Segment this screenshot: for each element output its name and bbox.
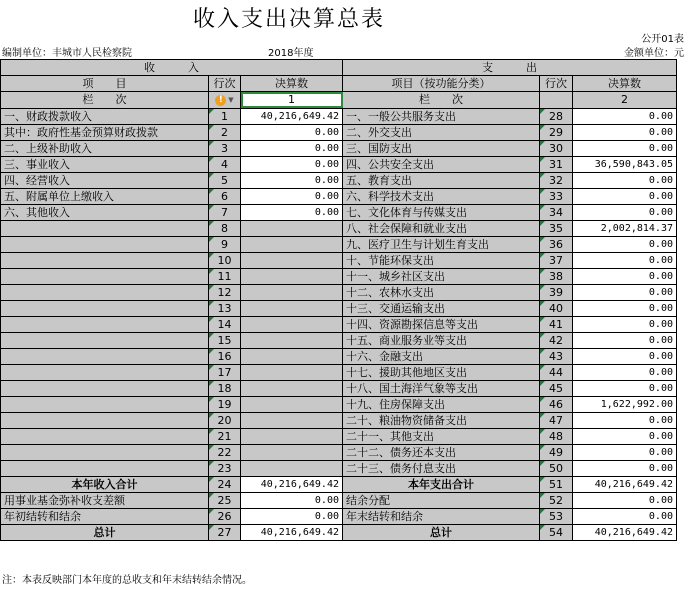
expense-summary-rowno[interactable]: 54 xyxy=(540,524,573,540)
income-item-cell[interactable] xyxy=(1,236,209,252)
income-amount-cell[interactable]: 40,216,649.42 xyxy=(241,108,343,124)
expense-rowno-header[interactable]: 行次 xyxy=(540,76,573,92)
income-summary-amount[interactable]: 40,216,649.42 xyxy=(241,524,343,540)
income-summary-rowno[interactable]: 25 xyxy=(209,492,241,508)
income-item-cell[interactable]: 二、上级补助收入 xyxy=(1,140,209,156)
expense-col-blank[interactable] xyxy=(540,92,573,109)
expense-rowno-cell[interactable]: 46 xyxy=(540,396,573,412)
income-amount-cell[interactable] xyxy=(241,252,343,268)
table-row xyxy=(1,428,677,444)
expense-item-cell[interactable]: 五、教育支出 xyxy=(343,172,540,188)
expense-rowno-cell[interactable]: 50 xyxy=(540,460,573,476)
table-row xyxy=(1,316,677,332)
expense-item-cell[interactable]: 二十二、债务还本支出 xyxy=(343,444,540,460)
expense-item-cell[interactable]: 三、国防支出 xyxy=(343,140,540,156)
income-rowno-cell[interactable]: 9 xyxy=(209,236,241,252)
expense-amount-cell[interactable]: 0.00 xyxy=(573,236,677,252)
expense-summary-amount[interactable]: 0.00 xyxy=(573,508,677,524)
income-rowno-cell[interactable]: 15 xyxy=(209,332,241,348)
table-row xyxy=(1,284,677,300)
meta-row xyxy=(0,43,688,59)
income-amount-cell[interactable] xyxy=(241,444,343,460)
income-amount-cell[interactable]: 0.00 xyxy=(241,140,343,156)
income-item-cell[interactable] xyxy=(1,460,209,476)
table-row xyxy=(1,236,677,252)
table-row xyxy=(1,300,677,316)
expense-summary-rowno[interactable]: 53 xyxy=(540,508,573,524)
expense-item-cell[interactable]: 六、科学技术支出 xyxy=(343,188,540,204)
expense-amount-cell[interactable]: 0.00 xyxy=(573,252,677,268)
expense-summary-rowno[interactable]: 52 xyxy=(540,492,573,508)
year-label: 2018年度 xyxy=(268,48,314,59)
summary-row xyxy=(1,476,677,492)
expense-item-cell[interactable]: 四、公共安全支出 xyxy=(343,156,540,172)
income-item-cell[interactable] xyxy=(1,380,209,396)
expense-item-cell[interactable]: 十九、住房保障支出 xyxy=(343,396,540,412)
table-row xyxy=(1,380,677,396)
expense-summary-amount[interactable]: 40,216,649.42 xyxy=(573,524,677,540)
income-rowno-cell[interactable]: 13 xyxy=(209,300,241,316)
income-summary-item[interactable]: 用事业基金弥补收支差额 xyxy=(1,492,209,508)
income-item-cell[interactable] xyxy=(1,316,209,332)
expense-rowno-cell[interactable]: 44 xyxy=(540,364,573,380)
amount-unit: 金额单位：元 xyxy=(624,48,684,59)
expense-summary-item[interactable]: 本年支出合计 xyxy=(343,476,540,492)
table-row xyxy=(1,140,677,156)
income-rowno-cell[interactable]: 1 xyxy=(209,108,241,124)
table-row xyxy=(1,268,677,284)
income-summary-item[interactable]: 总计 xyxy=(1,524,209,540)
income-header[interactable]: 收 入 xyxy=(1,60,343,76)
income-amount-cell[interactable]: 0.00 xyxy=(241,156,343,172)
header-row-index xyxy=(1,92,677,109)
income-item-cell[interactable] xyxy=(1,444,209,460)
expense-rowno-cell[interactable]: 39 xyxy=(540,284,573,300)
expense-amount-cell[interactable]: 0.00 xyxy=(573,172,677,188)
expense-rowno-cell[interactable]: 37 xyxy=(540,252,573,268)
expense-amount-cell[interactable]: 0.00 xyxy=(573,412,677,428)
expense-rowno-cell[interactable]: 48 xyxy=(540,428,573,444)
table-row xyxy=(1,412,677,428)
table-row xyxy=(1,396,677,412)
income-rowno-cell[interactable]: 12 xyxy=(209,284,241,300)
income-item-cell[interactable]: 其中：政府性基金预算财政拨款 xyxy=(1,124,209,140)
table-row xyxy=(1,332,677,348)
expense-amount-cell[interactable]: 0.00 xyxy=(573,188,677,204)
table-row xyxy=(1,124,677,140)
unit-label: 编制单位：丰城市人民检察院 xyxy=(2,48,132,59)
income-amount-cell[interactable]: 0.00 xyxy=(241,188,343,204)
expense-header[interactable]: 支 出 xyxy=(343,60,677,76)
income-col-label[interactable]: 栏 次 xyxy=(1,92,209,109)
expense-amount-cell[interactable]: 0.00 xyxy=(573,332,677,348)
summary-row xyxy=(1,492,677,508)
income-amount-cell[interactable]: 0.00 xyxy=(241,172,343,188)
income-rowno-cell[interactable]: 6 xyxy=(209,188,241,204)
expense-summary-item[interactable]: 结余分配 xyxy=(343,492,540,508)
expense-amount-cell[interactable]: 0.00 xyxy=(573,364,677,380)
table-row xyxy=(1,204,677,220)
expense-amount-cell[interactable]: 0.00 xyxy=(573,380,677,396)
expense-col-index[interactable]: 2 xyxy=(573,92,677,109)
expense-summary-item[interactable]: 总计 xyxy=(343,524,540,540)
income-item-cell[interactable] xyxy=(1,252,209,268)
income-rowno-cell[interactable]: 8 xyxy=(209,220,241,236)
income-amount-cell[interactable] xyxy=(241,316,343,332)
expense-rowno-cell[interactable]: 45 xyxy=(540,380,573,396)
expense-item-cell[interactable]: 八、社会保障和就业支出 xyxy=(343,220,540,236)
expense-item-cell[interactable]: 一、一般公共服务支出 xyxy=(343,108,540,124)
expense-item-cell[interactable]: 十四、资源勘探信息等支出 xyxy=(343,316,540,332)
expense-rowno-cell[interactable]: 30 xyxy=(540,140,573,156)
header-row-group xyxy=(1,60,677,76)
income-summary-amount[interactable]: 0.00 xyxy=(241,492,343,508)
income-summary-amount[interactable]: 0.00 xyxy=(241,508,343,524)
expense-item-cell[interactable]: 七、文化体育与传媒支出 xyxy=(343,204,540,220)
income-amount-cell[interactable] xyxy=(241,348,343,364)
table-row xyxy=(1,172,677,188)
table-row xyxy=(1,364,677,380)
income-item-cell[interactable] xyxy=(1,284,209,300)
expense-item-header[interactable]: 项目（按功能分类） xyxy=(343,76,540,92)
expense-amount-cell[interactable]: 0.00 xyxy=(573,124,677,140)
expense-rowno-cell[interactable]: 35 xyxy=(540,220,573,236)
income-item-cell[interactable]: 四、经营收入 xyxy=(1,172,209,188)
summary-row xyxy=(1,524,677,540)
expense-rowno-cell[interactable]: 33 xyxy=(540,188,573,204)
expense-amount-cell[interactable]: 0.00 xyxy=(573,284,677,300)
expense-rowno-cell[interactable]: 47 xyxy=(540,412,573,428)
error-indicator-cell[interactable] xyxy=(209,92,241,109)
income-amount-cell[interactable] xyxy=(241,364,343,380)
income-summary-rowno[interactable]: 26 xyxy=(209,508,241,524)
income-rowno-cell[interactable]: 10 xyxy=(209,252,241,268)
expense-amount-cell[interactable]: 0.00 xyxy=(573,140,677,156)
income-rowno-cell[interactable]: 21 xyxy=(209,428,241,444)
expense-item-cell[interactable]: 十七、援助其他地区支出 xyxy=(343,364,540,380)
form-code: 公开01表 xyxy=(641,34,684,45)
expense-item-cell[interactable]: 二、外交支出 xyxy=(343,124,540,140)
expense-amount-cell[interactable]: 0.00 xyxy=(573,460,677,476)
table-row xyxy=(1,348,677,364)
summary-table xyxy=(0,59,677,541)
expense-item-cell[interactable]: 二十一、其他支出 xyxy=(343,428,540,444)
expense-rowno-cell[interactable]: 28 xyxy=(540,108,573,124)
income-amount-cell[interactable] xyxy=(241,396,343,412)
income-rowno-header[interactable]: 行次 xyxy=(209,76,241,92)
expense-amount-cell[interactable]: 36,590,843.05 xyxy=(573,156,677,172)
expense-rowno-cell[interactable]: 38 xyxy=(540,268,573,284)
income-amount-cell[interactable] xyxy=(241,380,343,396)
income-rowno-cell[interactable]: 4 xyxy=(209,156,241,172)
expense-rowno-cell[interactable]: 43 xyxy=(540,348,573,364)
income-rowno-cell[interactable]: 2 xyxy=(209,124,241,140)
table-row xyxy=(1,108,677,124)
expense-amount-cell[interactable]: 0.00 xyxy=(573,428,677,444)
income-rowno-cell[interactable]: 14 xyxy=(209,316,241,332)
summary-row xyxy=(1,508,677,524)
table-row xyxy=(1,220,677,236)
expense-amount-header[interactable]: 决算数 xyxy=(573,76,677,92)
expense-summary-amount[interactable]: 0.00 xyxy=(573,492,677,508)
expense-summary-amount[interactable]: 40,216,649.42 xyxy=(573,476,677,492)
expense-item-cell[interactable]: 十八、国土海洋气象等支出 xyxy=(343,380,540,396)
warning-icon[interactable]: ! xyxy=(215,95,226,106)
income-amount-cell[interactable] xyxy=(241,284,343,300)
income-rowno-cell[interactable]: 19 xyxy=(209,396,241,412)
expense-item-cell[interactable]: 十六、金融支出 xyxy=(343,348,540,364)
report-title: 收入支出决算总表 xyxy=(192,7,385,32)
table-row xyxy=(1,156,677,172)
income-summary-item[interactable]: 年初结转和结余 xyxy=(1,508,209,524)
income-item-cell[interactable] xyxy=(1,300,209,316)
chevron-down-icon[interactable]: ▼ xyxy=(228,95,234,104)
income-item-cell[interactable]: 五、附属单位上缴收入 xyxy=(1,188,209,204)
income-item-cell[interactable]: 三、事业收入 xyxy=(1,156,209,172)
income-item-cell[interactable] xyxy=(1,412,209,428)
income-amount-cell[interactable] xyxy=(241,412,343,428)
selected-cell[interactable]: 1 xyxy=(241,92,343,109)
income-summary-rowno[interactable]: 27 xyxy=(209,524,241,540)
income-rowno-cell[interactable]: 5 xyxy=(209,172,241,188)
income-item-cell[interactable] xyxy=(1,428,209,444)
income-summary-rowno[interactable]: 24 xyxy=(209,476,241,492)
income-rowno-cell[interactable]: 17 xyxy=(209,364,241,380)
expense-rowno-cell[interactable]: 36 xyxy=(540,236,573,252)
income-rowno-cell[interactable]: 3 xyxy=(209,140,241,156)
expense-amount-cell[interactable]: 0.00 xyxy=(573,300,677,316)
income-summary-item[interactable]: 本年收入合计 xyxy=(1,476,209,492)
expense-amount-cell[interactable]: 1,622,992.00 xyxy=(573,396,677,412)
expense-amount-cell[interactable]: 0.00 xyxy=(573,108,677,124)
income-item-cell[interactable]: 一、财政拨款收入 xyxy=(1,108,209,124)
expense-col-label[interactable]: 栏 次 xyxy=(343,92,540,109)
expense-amount-cell[interactable]: 0.00 xyxy=(573,204,677,220)
expense-rowno-cell[interactable]: 40 xyxy=(540,300,573,316)
expense-amount-cell[interactable]: 0.00 xyxy=(573,268,677,284)
expense-rowno-cell[interactable]: 49 xyxy=(540,444,573,460)
expense-rowno-cell[interactable]: 29 xyxy=(540,124,573,140)
expense-amount-cell[interactable]: 0.00 xyxy=(573,316,677,332)
income-rowno-cell[interactable]: 22 xyxy=(209,444,241,460)
income-item-header[interactable]: 项 目 xyxy=(1,76,209,92)
expense-rowno-cell[interactable]: 32 xyxy=(540,172,573,188)
income-amount-cell[interactable] xyxy=(241,220,343,236)
expense-amount-cell[interactable]: 2,002,814.37 xyxy=(573,220,677,236)
income-item-cell[interactable] xyxy=(1,364,209,380)
expense-rowno-cell[interactable]: 42 xyxy=(540,332,573,348)
expense-rowno-cell[interactable]: 34 xyxy=(540,204,573,220)
income-item-cell[interactable] xyxy=(1,268,209,284)
expense-item-cell[interactable]: 十五、商业服务业等支出 xyxy=(343,332,540,348)
income-rowno-cell[interactable]: 7 xyxy=(209,204,241,220)
expense-item-cell[interactable]: 十二、农林水支出 xyxy=(343,284,540,300)
income-item-cell[interactable] xyxy=(1,348,209,364)
income-amount-header[interactable]: 决算数 xyxy=(241,76,343,92)
income-rowno-cell[interactable]: 16 xyxy=(209,348,241,364)
expense-item-cell[interactable]: 十三、交通运输支出 xyxy=(343,300,540,316)
table-row xyxy=(1,444,677,460)
income-item-cell[interactable] xyxy=(1,220,209,236)
table-row xyxy=(1,460,677,476)
income-item-cell[interactable] xyxy=(1,332,209,348)
expense-rowno-cell[interactable]: 41 xyxy=(540,316,573,332)
expense-item-cell[interactable]: 二十三、债务付息支出 xyxy=(343,460,540,476)
income-amount-cell[interactable]: 0.00 xyxy=(241,204,343,220)
income-rowno-cell[interactable]: 11 xyxy=(209,268,241,284)
expense-summary-rowno[interactable]: 51 xyxy=(540,476,573,492)
income-amount-cell[interactable] xyxy=(241,460,343,476)
expense-amount-cell[interactable]: 0.00 xyxy=(573,348,677,364)
income-amount-cell[interactable] xyxy=(241,300,343,316)
income-amount-cell[interactable] xyxy=(241,428,343,444)
income-amount-cell[interactable]: 0.00 xyxy=(241,124,343,140)
expense-summary-item[interactable]: 年末结转和结余 xyxy=(343,508,540,524)
income-summary-amount[interactable]: 40,216,649.42 xyxy=(241,476,343,492)
expense-amount-cell[interactable]: 0.00 xyxy=(573,444,677,460)
income-amount-cell[interactable] xyxy=(241,268,343,284)
income-rowno-cell[interactable]: 20 xyxy=(209,412,241,428)
expense-item-cell[interactable]: 十、节能环保支出 xyxy=(343,252,540,268)
expense-item-cell[interactable]: 九、医疗卫生与计划生育支出 xyxy=(343,236,540,252)
table-row xyxy=(1,188,677,204)
header-row-columns xyxy=(1,76,677,92)
income-amount-cell[interactable] xyxy=(241,236,343,252)
table-row xyxy=(1,252,677,268)
income-amount-cell[interactable] xyxy=(241,332,343,348)
expense-item-cell[interactable]: 二十、粮油物资储备支出 xyxy=(343,412,540,428)
income-rowno-cell[interactable]: 18 xyxy=(209,380,241,396)
income-item-cell[interactable]: 六、其他收入 xyxy=(1,204,209,220)
income-item-cell[interactable] xyxy=(1,396,209,412)
income-rowno-cell[interactable]: 23 xyxy=(209,460,241,476)
expense-item-cell[interactable]: 十一、城乡社区支出 xyxy=(343,268,540,284)
expense-rowno-cell[interactable]: 31 xyxy=(540,156,573,172)
footnote: 注：本表反映部门本年度的总收支和年末结转结余情况。 xyxy=(2,575,252,586)
